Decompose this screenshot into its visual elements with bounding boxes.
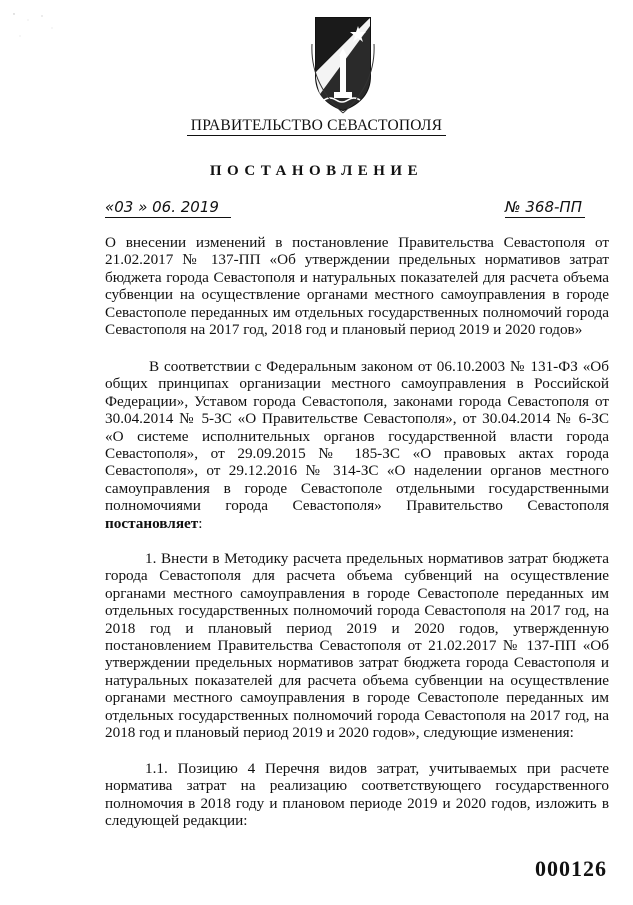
coat-of-arms-icon [310,14,376,114]
document-code: 000126 [535,856,607,881]
item-1-1: 1.1. Позицию 4 Перечня видов затрат, учитываемых при расчете норматива затрат на реализацию соответствующего государственного полномочия в 2018 году и плановом периоде 2019 и 2020 годов, изложить в следующей редакции: [105,760,609,830]
document-subject: О внесении изменений в постановление Правительства Севастополя от 21.02.2017 № 137-ПП «Об утверждении предельных нормативов затрат бюджета города Севастополя и натуральных показателей для расчета объема субвенции на осуществление органами местного самоуправления в городе Севастополе переданных им отдельных государственных полномочий города Севастополя на 2017 год, 2018 год и плановый период 2019 и 2020 годов» [105,234,609,339]
government-name: ПРАВИТЕЛЬСТВО СЕВАСТОПОЛЯ [187,117,446,136]
preamble-text: В соответствии с Федеральным законом от 06.10.2003 № 131-ФЗ «Об общих принципах организации местного самоуправления в Российской Федерации», Уставом города Севастополя, законами города Севастополя от 30.04.2014 № 5-ЗС «О Правительстве Севастополя», от 30.04.2014 № 6-ЗС «О системе исполнительных органов государственной власти города Севастополя», от 29.09.2015 № 185-ЗС «О правовых актах города Севастополя», от 29.12.2016 № 314-ЗС «О наделении органов местного самоуправления в городе Севастополе отдельными государственными полномочиями города Севастополя» Правительство Севастополя [105,358,609,515]
scan-noise [8,6,68,56]
government-title [0,117,633,135]
preamble: В соответствии с Федеральным законом от 06.10.2003 № 131-ФЗ «Об общих принципах организации местного самоуправления в Российской Федерации», Уставом города Севастополя, законами города Севастополя от 30.04.2014 № 5-ЗС «О Правительстве Севастополя», от 30.04.2014 № 6-ЗС «О системе исполнительных органов государственной власти города Севастополя», от 29.09.2015 № 185-ЗС «О правовых актах города Севастополя», от 29.12.2016 № 314-ЗС «О наделении органов местного самоуправления в городе Севастополе отдельными государственными полномочиями города Севастополя» Правительство Севастополя постановляет: [105,358,609,532]
resolves-keyword: постановляет [105,514,199,532]
document-type: ПОСТАНОВЛЕНИЕ [209,163,424,179]
document-date: «03 » 06. 2019 [105,198,231,218]
document-number: № 368-ПП [505,198,585,218]
item-1: 1. Внести в Методику расчета предельных нормативов затрат бюджета города Севастополя для расчета объема субвенций на осуществление органами местного самоуправления в городе Севастополе переданных им отдельных государственных полномочий города Севастополя на 2017 год, на 2018 год и плановый период 2019 и 2020 годов, утвержденную постановлением Правительства Севастополя от 21.02.2017 № 137-ПП «Об утверждении предельных нормативов затрат бюджета города Севастополя и натуральных показателей для расчета объема субвенции на осуществление органами местного самоуправления в городе Севастополе переданных им отдельных государственных полномочий города Севастополя на 2017 год, на 2018 год и плановый период 2019 и 2020 годов», следующие изменения: [105,550,609,742]
